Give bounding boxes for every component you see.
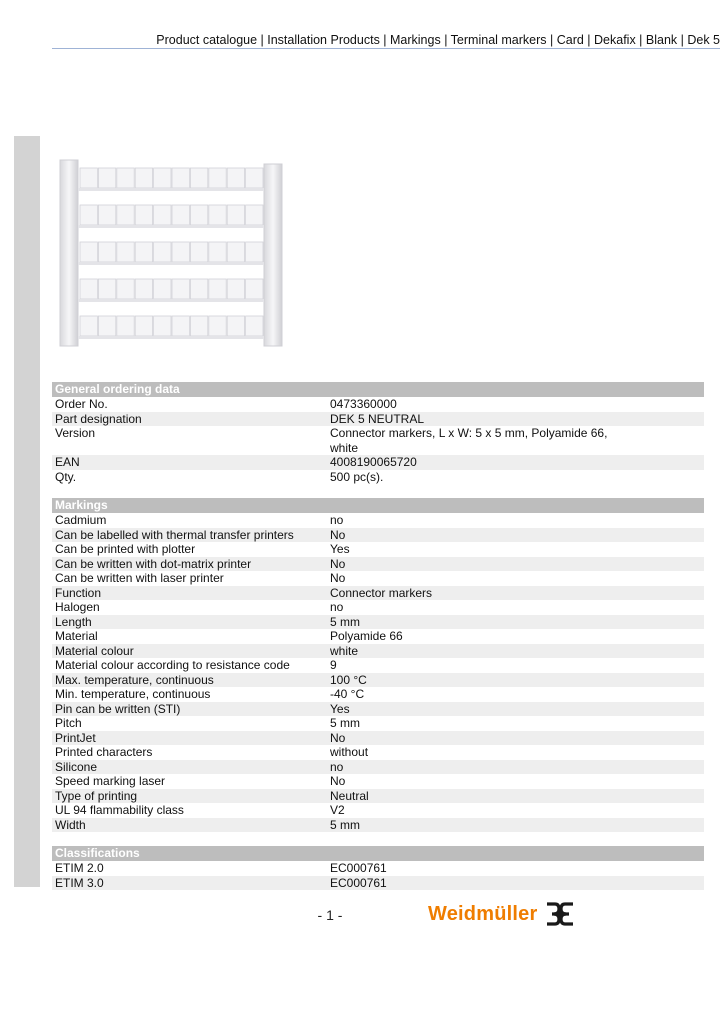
section-gap [52, 484, 704, 498]
row-value: EC000761 [330, 861, 387, 875]
marker-tag [135, 316, 152, 336]
marker-tag [172, 242, 189, 262]
marker-row-strip [78, 299, 264, 302]
row-value: 100 °C [330, 672, 367, 687]
table-row [52, 470, 704, 485]
row-label: Type of printing [55, 788, 138, 803]
section-header: General ordering data [52, 382, 704, 397]
marker-tag [190, 205, 207, 225]
marker-tag [190, 168, 207, 188]
row-label: Version [55, 426, 96, 440]
marker-tag [246, 279, 263, 299]
row-value: Polyamide 66 [330, 629, 403, 643]
row-value: Neutral [330, 788, 369, 803]
marker-tag [190, 279, 207, 299]
table-row [52, 702, 704, 717]
row-value: white [330, 643, 359, 658]
row-value: No [330, 571, 346, 585]
row-label: Width [55, 817, 86, 832]
marker-tag [135, 242, 152, 262]
marker-tag [172, 205, 189, 225]
row-label: Length [55, 614, 92, 629]
marker-tag [98, 316, 115, 336]
marker-tag [135, 168, 152, 188]
row-label: Qty. [55, 469, 77, 484]
table-row [52, 615, 704, 630]
row-label: Printed characters [55, 745, 153, 759]
marker-tag [246, 168, 263, 188]
marker-row-strip [78, 188, 264, 191]
table-row [52, 861, 704, 876]
row-label: Can be printed with plotter [55, 542, 196, 556]
row-value: V2 [330, 803, 345, 817]
table-row [52, 513, 704, 528]
marker-tag [227, 205, 244, 225]
table-row [52, 571, 704, 586]
row-label: Material colour [55, 643, 134, 658]
table-row [52, 600, 704, 615]
table-row [52, 412, 704, 427]
row-label: Part designation [55, 411, 142, 426]
table-row [52, 731, 704, 746]
marker-tag [227, 279, 244, 299]
table-row [52, 528, 704, 543]
section-header: Markings [52, 498, 704, 513]
table-row [52, 629, 704, 644]
table-row [52, 789, 704, 804]
side-bar [14, 136, 40, 887]
marker-tag [227, 242, 244, 262]
row-label: Pin can be written (STI) [55, 701, 181, 716]
row-value: 0473360000 [330, 397, 397, 411]
row-label: Can be written with dot-matrix printer [55, 556, 252, 571]
marker-card-image [58, 158, 286, 348]
marker-tag [172, 316, 189, 336]
row-label: Min. temperature, continuous [55, 687, 211, 701]
row-label: Order No. [55, 397, 108, 411]
row-label: Max. temperature, continuous [55, 672, 214, 687]
table-row [52, 774, 704, 789]
row-value: 5 mm [330, 716, 360, 730]
table-row [52, 687, 704, 702]
table-row [52, 760, 704, 775]
breadcrumb-divider [52, 48, 720, 49]
marker-tag [80, 168, 97, 188]
table-row [52, 658, 704, 673]
table-row [52, 803, 704, 818]
brand-name: Weidmüller [428, 902, 538, 925]
row-label: Speed marking laser [55, 774, 166, 788]
row-value: Connector markers [330, 585, 433, 600]
row-label: Can be written with laser printer [55, 571, 224, 585]
marker-tag [117, 168, 134, 188]
marker-tag [80, 242, 97, 262]
marker-tag [80, 205, 97, 225]
marker-tag [98, 205, 115, 225]
row-value: no [330, 513, 344, 527]
table-row [52, 876, 704, 891]
table-row [52, 745, 704, 760]
row-label: EAN [55, 455, 80, 469]
marker-tag [246, 205, 263, 225]
marker-tag [98, 242, 115, 262]
marker-tag [190, 316, 207, 336]
marker-tag [209, 316, 226, 336]
marker-tag [80, 316, 97, 336]
product-data-table [52, 382, 704, 890]
table-row [52, 818, 704, 833]
row-label: Can be labelled with thermal transfer printers [55, 527, 294, 542]
marker-row-strip [78, 225, 264, 228]
marker-tag [246, 242, 263, 262]
table-row [52, 716, 704, 731]
marker-tag [154, 205, 171, 225]
table-row [52, 397, 704, 412]
table-row [52, 557, 704, 572]
row-value: Yes [330, 701, 350, 716]
row-value: no [330, 759, 344, 774]
row-value: 500 pc(s). [330, 469, 384, 484]
marker-tag [227, 168, 244, 188]
row-label: Silicone [55, 759, 98, 774]
marker-tag [117, 205, 134, 225]
row-value: 4008190065720 [330, 455, 417, 469]
row-value: 5 mm [330, 614, 360, 629]
table-row [52, 673, 704, 688]
marker-tag [80, 279, 97, 299]
table-row [52, 644, 704, 659]
breadcrumb: Product catalogue | Installation Products | Markings | Terminal markers | Card | Dekafix | Blank | Dek 5 [156, 33, 720, 47]
row-label: PrintJet [55, 730, 96, 745]
row-value: EC000761 [330, 875, 387, 890]
marker-tag [172, 168, 189, 188]
table-row [52, 542, 704, 557]
row-value: DEK 5 NEUTRAL [330, 411, 425, 426]
row-value: -40 °C [330, 687, 365, 701]
marker-tag [154, 279, 171, 299]
row-value: No [330, 556, 346, 571]
row-label: Cadmium [55, 513, 107, 527]
marker-tag [154, 168, 171, 188]
row-value: without [330, 745, 369, 759]
marker-tag [135, 279, 152, 299]
row-value: No [330, 527, 346, 542]
table-row [52, 426, 704, 455]
marker-tag [209, 242, 226, 262]
row-label: Pitch [55, 716, 82, 730]
row-label: Function [55, 585, 102, 600]
marker-tag [117, 242, 134, 262]
brand-logo [428, 899, 575, 929]
weidmuller-mark-icon [545, 901, 575, 927]
marker-tag [172, 279, 189, 299]
row-value: 5 mm [330, 817, 360, 832]
marker-tag [190, 242, 207, 262]
row-value: No [330, 730, 346, 745]
row-value: no [330, 600, 344, 614]
marker-row-strip [78, 262, 264, 265]
marker-tag [135, 205, 152, 225]
marker-tag [117, 279, 134, 299]
marker-tag [154, 316, 171, 336]
row-value: No [330, 774, 346, 788]
row-label: Halogen [55, 600, 100, 614]
row-value: Connector markers, L x W: 5 x 5 mm, Polyamide 66, white [330, 426, 608, 455]
row-label: UL 94 flammability class [55, 803, 184, 817]
marker-tag [209, 279, 226, 299]
row-label: Material colour according to resistance code [55, 658, 290, 672]
section-gap [52, 832, 704, 846]
row-value: Yes [330, 542, 350, 556]
marker-tag [209, 168, 226, 188]
table-row [52, 455, 704, 470]
row-value: 9 [330, 658, 337, 672]
marker-tag [98, 168, 115, 188]
section-header: Classifications [52, 846, 704, 861]
marker-tag [246, 316, 263, 336]
row-label: ETIM 3.0 [55, 875, 104, 890]
table-row [52, 586, 704, 601]
row-label: Material [55, 629, 98, 643]
marker-tag [227, 316, 244, 336]
page-number: - 1 - [317, 907, 343, 923]
marker-tag [117, 316, 134, 336]
marker-row-strip [78, 336, 264, 339]
row-label: ETIM 2.0 [55, 861, 104, 875]
marker-tag [154, 242, 171, 262]
marker-tag [209, 205, 226, 225]
marker-tag [98, 279, 115, 299]
